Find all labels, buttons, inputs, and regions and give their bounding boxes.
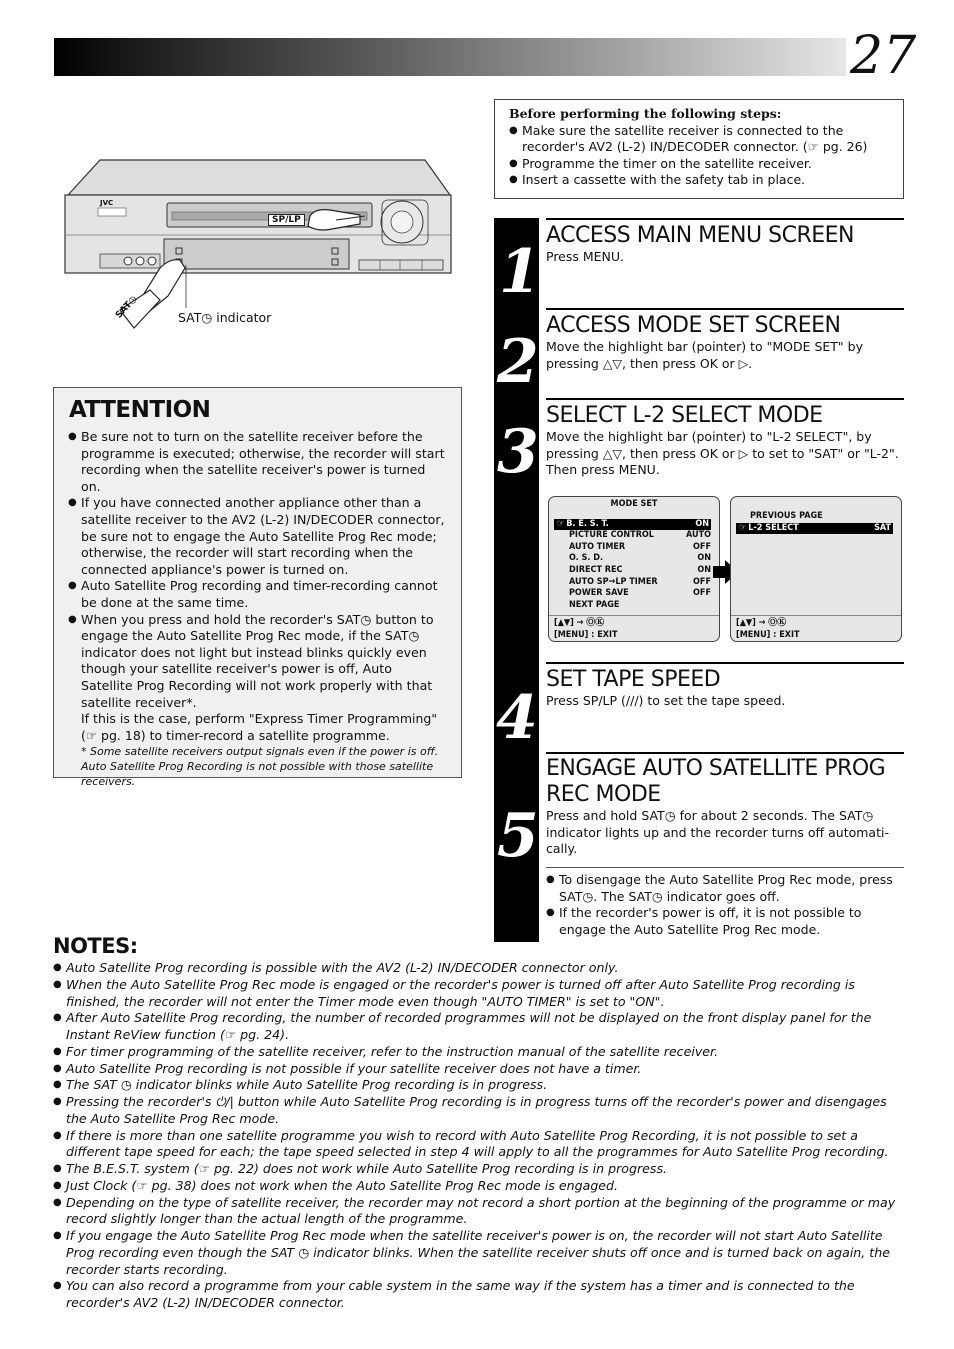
step-number: 2 <box>497 327 539 397</box>
step-title: ENGAGE AUTO SATELLITE PROG REC MODE <box>546 756 886 807</box>
header-gradient-bar <box>54 38 846 76</box>
step-text: Press and hold SAT◷ for about 2 seconds. The SAT◷ indicator lights up and the recorder turns off automati-cally. <box>546 808 889 857</box>
osd-row: DIRECT REC ON <box>569 564 711 575</box>
osd-title: PREVIOUS PAGE <box>750 511 823 521</box>
note-item: ● Auto Satellite Prog recording is possible with the AV2 (L-2) IN/DECODER connector only. <box>53 960 903 977</box>
attention-heading: ATTENTION <box>69 397 211 423</box>
osd-footer <box>549 615 719 641</box>
sat-indicator-label: SAT◷ indicator <box>178 310 272 325</box>
osd-pointer-icon: ☞ <box>557 518 565 529</box>
osd-highlight-label: L-2 SELECT <box>748 522 799 533</box>
osd-row: AUTO SP→LP TIMER OFF <box>569 576 711 587</box>
sp-lp-label: SP/LP <box>268 214 305 226</box>
note-item: ● You can also record a programme from your cable system in the same way if the system has a timer and is connected to the recorder's AV2 (L-2) IN/DECODER connector. <box>53 1278 903 1312</box>
step-number-column <box>494 218 539 942</box>
prerequisite-item: ● Insert a cassette with the safety tab in place. <box>509 172 889 189</box>
step-2 <box>546 308 904 372</box>
note-item: ● The B.E.S.T. system (☞ pg. 22) does not work while Auto Satellite Prog recording is in progress. <box>53 1161 903 1178</box>
attention-item: ● If you have connected another appliance other than a satellite receiver to the AV2 (L-2) IN/DECODER connector, be sure not to engage the Auto Satellite Prog Rec mode; otherwise, the recorder will start recording when the connected appliance's power is turned on. <box>68 495 447 578</box>
attention-item: ● Auto Satellite Prog recording and timer-recording cannot be done at the same time. <box>68 578 447 611</box>
step-title: SET TAPE SPEED <box>546 667 721 692</box>
note-item: ● When the Auto Satellite Prog Rec mode is engaged or the recorder's power is turned off after Auto Satellite Prog recording is finished, the recorder will not enter the Timer mode even though "AUTO TIMER" is set to "ON". <box>53 977 903 1011</box>
step-text: Move the highlight bar (pointer) to "MODE SET" by pressing △▽, then press OK or ▷. <box>546 339 863 371</box>
attention-box <box>53 387 462 789</box>
step-text: Move the highlight bar (pointer) to "L-2 SELECT", by pressing △▽, then press OK or ▷ to set to "SAT" or "L-2". Then press MENU. <box>546 429 899 478</box>
osd-row: AUTO TIMER OFF <box>569 541 711 552</box>
osd-title: MODE SET <box>610 499 658 509</box>
osd-nav-hint: [▲▼] → ⓄⓀ <box>736 618 787 628</box>
after-step-notes <box>546 867 904 939</box>
osd-exit-hint: [MENU] : EXIT <box>736 629 800 640</box>
osd-row: NEXT PAGE <box>569 599 620 610</box>
brand-logo: JVC <box>100 199 114 207</box>
osd-row: POWER SAVE OFF <box>569 588 711 599</box>
after-step-item: ● To disengage the Auto Satellite Prog Rec mode, press SAT◷. The SAT◷ indicator goes off. <box>546 872 904 905</box>
osd-nav-hint: [▲▼] → ⓄⓀ <box>554 618 605 628</box>
prerequisite-box <box>494 99 904 199</box>
step-5 <box>546 752 904 858</box>
step-title: SELECT L-2 SELECT MODE <box>546 403 823 428</box>
prerequisite-heading: Before performing the following steps: <box>509 106 782 121</box>
note-item: ● Auto Satellite Prog recording is not possible if your satellite receiver does not have a timer. <box>53 1061 903 1078</box>
sat-button-label: SAT◷ <box>114 294 140 321</box>
attention-footnote: * Some satellite receivers output signals even if the power is off. Auto Satellite Prog Recording is not possible with those satellite receivers. <box>81 745 439 789</box>
osd-mode-set-screen <box>548 496 720 642</box>
attention-item: ● When you press and hold the recorder's SAT◷ button to engage the Auto Satellite Prog Rec mode, if the SAT◷ indicator does not light but instead blinks quickly even though your satellite receiver's power is off, Auto Satellite Prog Recording will not work properly with that satellite receiver*. <box>68 612 447 712</box>
step-title: ACCESS MODE SET SCREEN <box>546 313 841 338</box>
prerequisite-item: ● Make sure the satellite receiver is connected to the recorder's AV2 (L-2) IN/DECODER connector. (☞ pg. 26) <box>509 123 889 156</box>
note-item: ● Depending on the type of satellite receiver, the recorder may not record a short portion at the beginning of the programme or may record slightly longer than the actual length of the programme. <box>53 1195 903 1229</box>
step-number: 3 <box>497 417 539 487</box>
step-number: 5 <box>497 801 539 871</box>
osd-highlight-row <box>736 523 893 535</box>
attention-extra: If this is the case, perform "Express Timer Programming" (☞ pg. 18) to timer-record a satellite programme. <box>81 711 438 743</box>
note-item: ● Just Clock (☞ pg. 38) does not work when the Auto Satellite Prog Rec mode is engaged. <box>53 1178 903 1195</box>
step-1 <box>546 218 904 266</box>
step-text: Press SP/LP (///) to set the tape speed. <box>546 693 786 708</box>
note-item: ● The SAT ◷ indicator blinks while Auto Satellite Prog recording is in progress. <box>53 1077 903 1094</box>
step-4 <box>546 662 904 710</box>
osd-highlight-row <box>554 519 711 531</box>
osd-row: PICTURE CONTROL AUTO <box>569 530 711 541</box>
step-number: 1 <box>499 237 541 307</box>
osd-l2-select-screen <box>730 496 902 642</box>
step-text: Press MENU. <box>546 249 625 264</box>
step-number: 4 <box>496 683 538 753</box>
note-item: ● For timer programming of the satellite receiver, refer to the instruction manual of the satellite receiver. <box>53 1044 903 1061</box>
osd-highlight-value: SAT <box>874 522 891 533</box>
notes-list <box>53 960 903 1312</box>
note-item: ● If there is more than one satellite programme you wish to record with Auto Satellite Prog Recording, it is not possible to set a different tape speed for each; the tape speed selected in step 4 will apply to all the programmes for Auto Satellite Prog recording. <box>53 1128 903 1162</box>
osd-footer <box>731 615 901 641</box>
vcr-illustration <box>60 150 460 350</box>
step-3 <box>546 398 904 479</box>
osd-highlight-label: B. E. S. T. <box>566 518 609 529</box>
after-step-item: ● If the recorder's power is off, it is not possible to engage the Auto Satellite Prog Rec mode. <box>546 905 904 938</box>
attention-item: ● Be sure not to turn on the satellite receiver before the programme is executed; otherwise, the recorder will start recording when the satellite receiver's power is turned on. <box>68 429 447 495</box>
notes-heading: NOTES: <box>53 934 138 958</box>
osd-highlight-value: ON <box>695 518 709 529</box>
page-number: 27 <box>850 26 917 86</box>
note-item: ● After Auto Satellite Prog recording, the number of recorded programmes will not be displayed on the front display panel for the Instant ReView function (☞ pg. 24). <box>53 1010 903 1044</box>
note-item: ● If you engage the Auto Satellite Prog Rec mode when the satellite receiver's power is on, the recorder will not start Auto Satellite Prog recording even though the SAT ◷ indicator blinks. When the satellite receiver shuts off once and is turned back on again, the recorder starts recording. <box>53 1228 903 1278</box>
prerequisite-item: ● Programme the timer on the satellite receiver. <box>509 156 889 173</box>
osd-row: O. S. D. ON <box>569 553 711 564</box>
osd-exit-hint: [MENU] : EXIT <box>554 629 618 640</box>
step-title: ACCESS MAIN MENU SCREEN <box>546 223 854 248</box>
osd-pointer-icon: ☞ <box>739 522 747 533</box>
note-item: ● Pressing the recorder's ⏻/| button while Auto Satellite Prog recording is in progress turns off the recorder's power and disengages the Auto Satellite Prog Rec mode. <box>53 1094 903 1128</box>
